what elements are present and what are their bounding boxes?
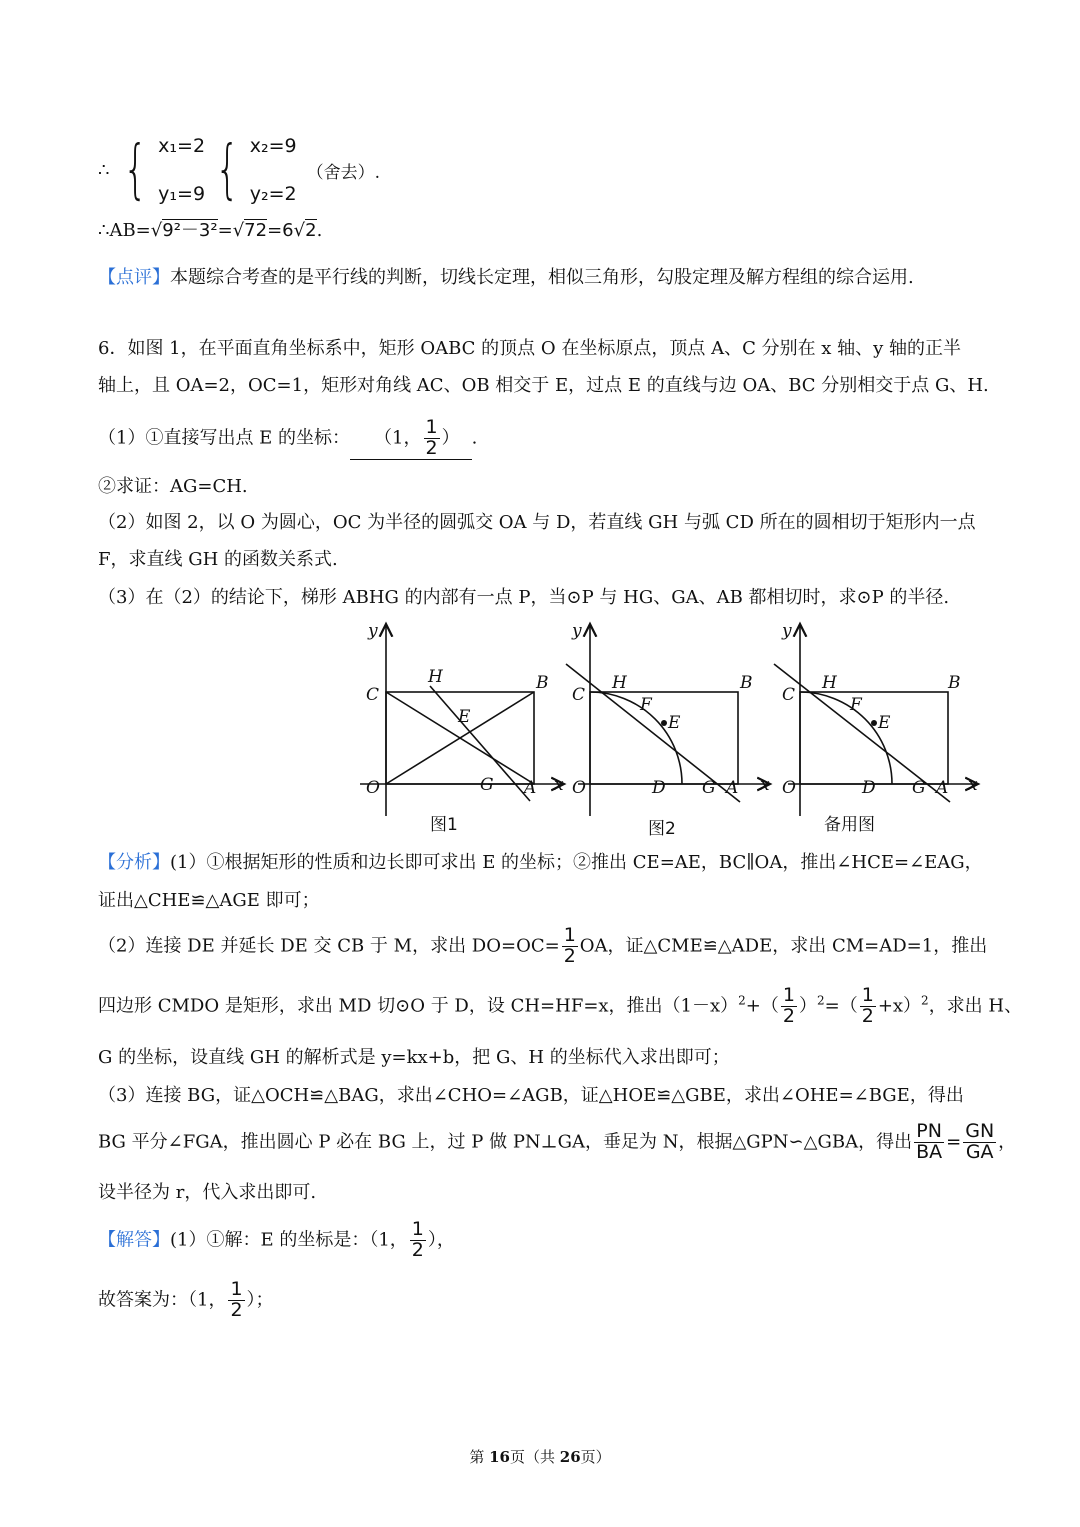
question-2-line-2: F，求直线 GH 的函数关系式. — [98, 549, 338, 570]
ab-root72: 72 — [244, 220, 268, 241]
review-tag: 【点评】 — [98, 267, 170, 288]
fig3-point-E — [871, 720, 877, 726]
fraction-denominator: 2 — [425, 436, 438, 459]
fig2-label-C: C — [572, 685, 586, 705]
problem-line-2: 轴上，且 OA=2，OC=1，矩形对角线 AC、OB 相交于 E，过点 E 的直线与边 OA、BC 分别相交于点 G、H. — [98, 375, 989, 396]
footer-suffix: 页） — [580, 1448, 611, 1466]
ab-radicand: 9²－3² — [162, 220, 218, 241]
fig1-label-O: O — [366, 778, 380, 798]
solution-2a: 故答案为：（1， — [98, 1289, 227, 1311]
geometry-figures — [350, 616, 990, 846]
fig1-label-H: H — [428, 667, 443, 687]
analysis-line-4 — [98, 986, 1022, 1027]
ab-equals-2: = — [267, 220, 283, 241]
sqrt-expression-2: √72 — [232, 220, 268, 241]
fraction-numerator: 1 — [425, 416, 438, 438]
eq-y1: y₁=9 — [158, 183, 206, 205]
q1-prefix: （1）①直接写出点 E 的坐标： — [98, 427, 351, 449]
ab-length-line — [98, 220, 322, 242]
left-brace-1: { — [123, 133, 149, 207]
fig1-label-y: y — [368, 621, 378, 641]
analysis-3-fraction — [562, 926, 578, 967]
analysis-7-fraction-1 — [914, 1122, 944, 1163]
analysis-line-7 — [98, 1122, 1016, 1163]
analysis-line-2: 证出△CHE≌△AGE 即可； — [98, 890, 320, 911]
fraction-denominator: 2 — [782, 1004, 795, 1027]
analysis-4d: =（ — [824, 995, 858, 1017]
fig3-caption: 备用图 — [824, 815, 875, 835]
solution-line-2 — [98, 1280, 274, 1321]
fig1-caption: 图1 — [430, 815, 458, 835]
fig3-label-G: G — [912, 778, 926, 798]
fig1-label-C: C — [366, 685, 380, 705]
analysis-7a: BG 平分∠FGA，推出圆心 P 必在 BG 上，过 P 做 PN⊥GA，垂足为 N，根据△GPN∽△GBA，得出 — [98, 1131, 913, 1153]
fig3-label-D: D — [862, 778, 876, 798]
fraction-numerator: 1 — [861, 984, 874, 1006]
fraction-denominator: 2 — [411, 1238, 424, 1261]
analysis-4-sup2: 2 — [816, 993, 825, 1008]
ab-two: 2 — [305, 220, 317, 241]
fraction-denominator: 2 — [861, 1004, 874, 1027]
analysis-4b: +（ — [745, 995, 779, 1017]
analysis-4e: +x） — [877, 995, 922, 1017]
fig2-label-H: H — [612, 673, 627, 693]
solution-2b: ）； — [246, 1289, 274, 1311]
solution-2-fraction — [228, 1280, 244, 1321]
analysis-4a: 四边形 CMDO 是矩形，求出 MD 切⊙O 于 D，设 CH=HF=x，推出（1－x） — [98, 995, 739, 1017]
analysis-line-8: 设半径为 r，代入求出即可. — [98, 1182, 317, 1203]
solution-line-1 — [98, 1220, 455, 1261]
fig2-label-D: D — [652, 778, 666, 798]
question-3: （3）在（2）的结论下，梯形 ABHG 的内部有一点 P，当⊙P 与 HG、GA、AB 都相切时，求⊙P 的半径. — [98, 587, 950, 608]
fraction-denominator: BA — [916, 1140, 943, 1163]
fig1-label-x: x — [554, 775, 564, 795]
fraction-numerator: 1 — [411, 1218, 424, 1240]
eq-x2: x₂=9 — [249, 135, 297, 157]
fraction-numerator: 1 — [563, 924, 576, 946]
eq-y2: y₂=2 — [249, 183, 297, 205]
fig2-label-x: x — [760, 775, 770, 795]
solution-1a: (1）①解：E 的坐标是：（1， — [170, 1229, 408, 1251]
analysis-4-sup1: 2 — [738, 993, 746, 1008]
analysis-4-sup3: 2 — [921, 993, 929, 1008]
fraction-denominator: 2 — [230, 1298, 243, 1321]
fraction-numerator: 1 — [230, 1278, 243, 1300]
analysis-line-5: G 的坐标，设直线 GH 的解析式是 y=kx+b，把 G、H 的坐标代入求出即可； — [98, 1047, 730, 1068]
fig2-caption: 图2 — [648, 819, 676, 839]
question-2-line-1: （2）如图 2，以 O 为圆心，OC 为半径的圆弧交 OA 与 D，若直线 GH 与弧 CD 所在的圆相切于矩形内一点 — [98, 512, 976, 533]
left-brace-2: { — [215, 133, 240, 207]
analysis-7-eq: = — [946, 1131, 962, 1153]
fig1-label-A: A — [524, 778, 537, 798]
q1-end: . — [471, 427, 478, 449]
fig2-label-G: G — [702, 778, 716, 798]
analysis-4c: ） — [798, 995, 817, 1017]
equation-pair-2 — [250, 135, 297, 205]
solution-system — [98, 132, 380, 208]
fraction-numerator: 1 — [782, 984, 795, 1006]
fig1-label-B: B — [536, 673, 549, 693]
fig3-label-y: y — [782, 621, 792, 641]
fig2-label-O: O — [572, 778, 586, 798]
fig1-label-E: E — [458, 707, 471, 727]
analysis-7-end: ， — [998, 1131, 1017, 1153]
fig2-label-y: y — [572, 621, 582, 641]
ab-six: 6 — [282, 220, 294, 241]
fig3-label-E: E — [878, 713, 891, 733]
review-text: 本题综合考查的是平行线的判断，切线长定理，相似三角形，勾股定理及解方程组的综合运用. — [170, 267, 914, 288]
analysis-text-1: (1）①根据矩形的性质和边长即可求出 E 的坐标；②推出 CE=AE，BC∥OA，推出∠HCE=∠EAG， — [170, 852, 983, 873]
review-line — [98, 267, 914, 289]
fig3-label-H: H — [822, 673, 837, 693]
fig1-label-G: G — [480, 775, 494, 795]
fig3-label-C: C — [782, 685, 796, 705]
fig3-label-x: x — [968, 775, 978, 795]
discard-note: （舍去）. — [306, 162, 381, 183]
solution-1-fraction — [410, 1220, 426, 1261]
fig3-label-A: A — [936, 778, 949, 798]
fig3-label-B: B — [948, 673, 961, 693]
fraction-numerator: PN — [916, 1120, 942, 1142]
solution-1b: ）， — [427, 1229, 455, 1251]
ab-end: . — [316, 220, 323, 241]
problem-line-1: 6．如图 1，在平面直角坐标系中，矩形 OABC 的顶点 O 在坐标原点，顶点 A、C 分别在 x 轴、y 轴的正半 — [98, 338, 962, 359]
question-1 — [98, 418, 477, 460]
analysis-tag: 【分析】 — [98, 852, 170, 873]
sqrt-expression-3: √2 — [293, 220, 317, 241]
answer-blank — [350, 418, 472, 460]
q1-answer-pre: （1， — [374, 427, 422, 449]
analysis-4-fraction-2 — [860, 986, 876, 1027]
analysis-7-fraction-2 — [963, 1122, 996, 1163]
fraction-denominator: 2 — [563, 944, 576, 967]
footer-total-pages: 26 — [559, 1448, 581, 1466]
therefore-symbol: ∴ — [98, 159, 110, 181]
footer-prefix: 第 — [469, 1448, 490, 1466]
eq-x1: x₁=2 — [158, 135, 206, 157]
analysis-line-6: （3）连接 BG，证△OCH≌△BAG，求出∠CHO=∠AGB，证△HOE≌△GBE，求出∠OHE=∠BGE，得出 — [98, 1085, 964, 1106]
ab-prefix: ∴AB= — [98, 220, 151, 241]
footer-mid: 页（共 — [509, 1448, 560, 1466]
q1-answer-fraction — [424, 418, 440, 459]
analysis-4-fraction-1 — [781, 986, 797, 1027]
fig2-label-F: F — [640, 695, 652, 715]
fig2-label-A: A — [726, 778, 739, 798]
fraction-denominator: GA — [965, 1140, 994, 1163]
question-1b: ②求证：AG=CH. — [98, 476, 248, 497]
equation-pair-1 — [158, 135, 205, 205]
fig2-label-B: B — [740, 673, 753, 693]
ab-equals-1: = — [217, 220, 233, 241]
analysis-3a: （2）连接 DE 并延长 DE 交 CB 于 M，求出 DO=OC= — [98, 935, 560, 957]
analysis-4f: ，求出 H、 — [928, 995, 1023, 1017]
fig2-point-E — [661, 720, 667, 726]
fig2-label-E: E — [668, 713, 681, 733]
analysis-3b: OA，证△CME≌△ADE，求出 CM=AD=1，推出 — [579, 935, 988, 957]
fraction-numerator: GN — [965, 1120, 995, 1142]
q1-answer-post: ） — [441, 427, 460, 449]
fig3-label-F: F — [850, 695, 862, 715]
solution-tag: 【解答】 — [98, 1229, 170, 1251]
fig3-label-O: O — [782, 778, 796, 798]
analysis-line-1 — [98, 852, 983, 874]
page-footer — [0, 1446, 1080, 1467]
sqrt-expression-1: √9²－3² — [150, 220, 218, 241]
footer-page-number: 16 — [489, 1448, 510, 1466]
analysis-line-3 — [98, 926, 987, 967]
